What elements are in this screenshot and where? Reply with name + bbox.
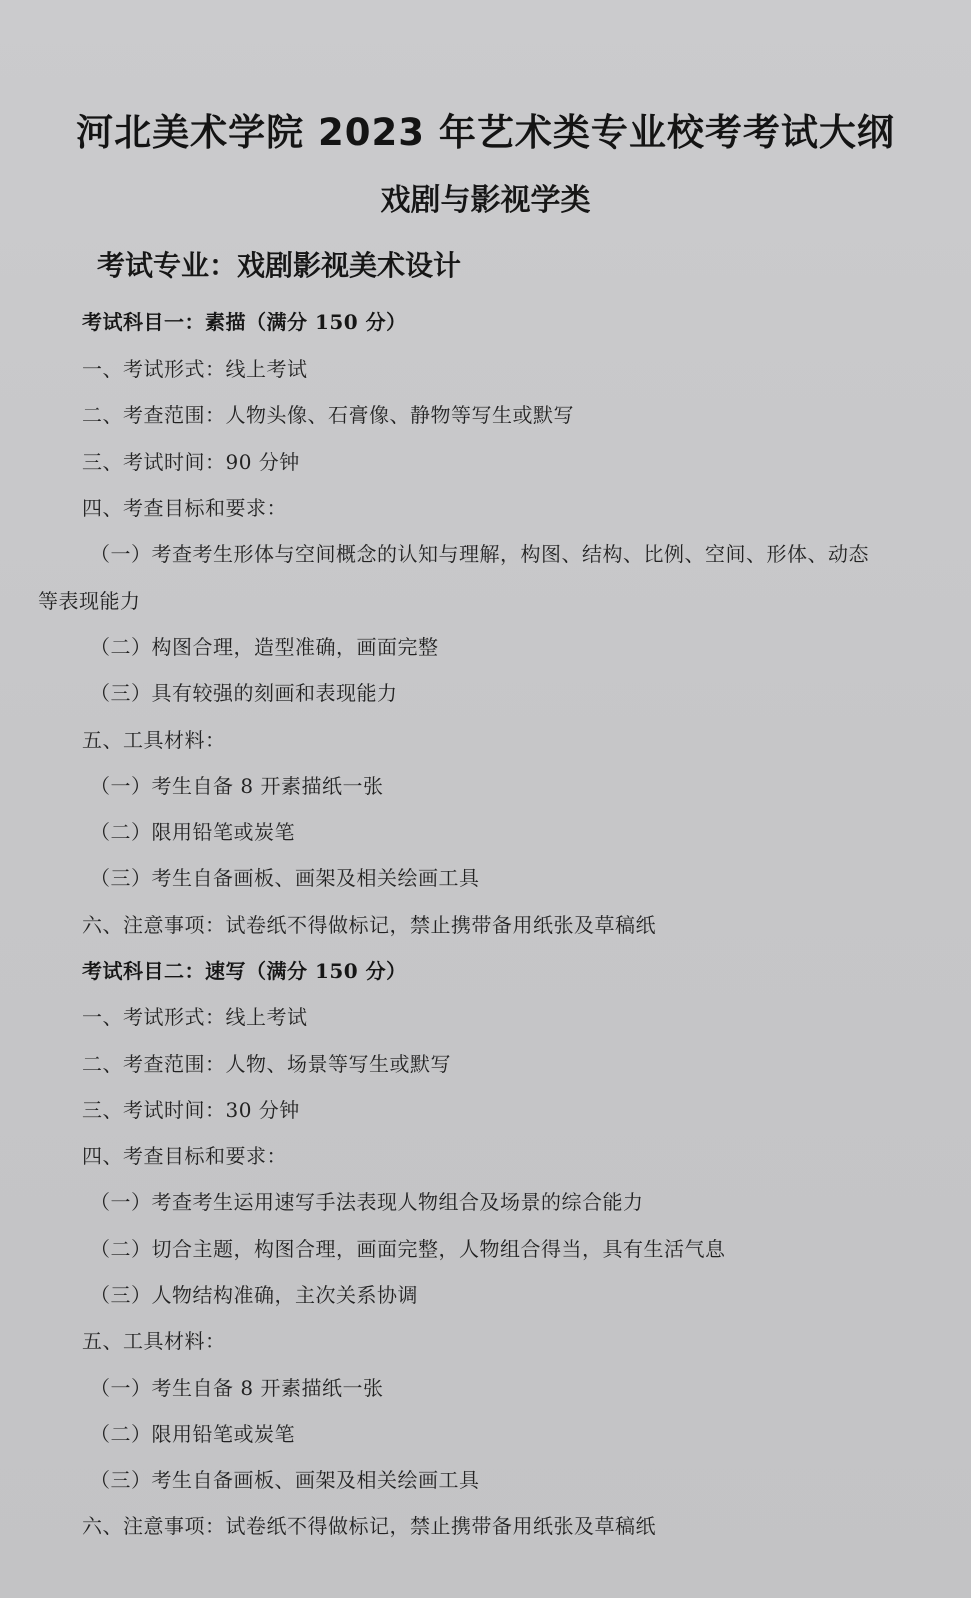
subject1-scope: 二、考查范围：人物头像、石膏像、静物等写生或默写 xyxy=(82,403,574,427)
subject1-tools-heading: 五、工具材料： xyxy=(82,728,226,752)
subject2-form: 一、考试形式：线上考试 xyxy=(82,1005,308,1029)
subject1-goal1-line2: 等表现能力 xyxy=(38,589,141,613)
subject1-notes: 六、注意事项：试卷纸不得做标记，禁止携带备用纸张及草稿纸 xyxy=(82,913,656,937)
subject1-goal3: （三）具有较强的刻画和表现能力 xyxy=(90,681,398,705)
subject2-tool3: （三）考生自备画板、画架及相关绘画工具 xyxy=(90,1468,480,1492)
document-subtitle: 戏剧与影视学类 xyxy=(380,183,591,218)
subject1-tool2: （二）限用铅笔或炭笔 xyxy=(90,820,295,844)
subject1-heading: 考试科目一：素描（满分 150 分） xyxy=(82,310,407,334)
subject1-tool3: （三）考生自备画板、画架及相关绘画工具 xyxy=(90,866,480,890)
subject2-tool2: （二）限用铅笔或炭笔 xyxy=(90,1422,295,1446)
subject2-notes: 六、注意事项：试卷纸不得做标记，禁止携带备用纸张及草稿纸 xyxy=(82,1514,656,1538)
subject1-tool1: （一）考生自备 8 开素描纸一张 xyxy=(90,774,384,798)
subject2-goal1: （一）考查考生运用速写手法表现人物组合及场景的综合能力 xyxy=(90,1190,644,1214)
exam-major: 考试专业：戏剧影视美术设计 xyxy=(97,249,462,282)
subject2-goal2: （二）切合主题，构图合理，画面完整，人物组合得当，具有生活气息 xyxy=(90,1237,726,1261)
subject1-form: 一、考试形式：线上考试 xyxy=(82,357,308,381)
subject1-goal2: （二）构图合理，造型准确，画面完整 xyxy=(90,635,439,659)
subject2-heading: 考试科目二：速写（满分 150 分） xyxy=(82,959,407,983)
subject1-goals-heading: 四、考查目标和要求： xyxy=(82,496,287,520)
subject2-tools-heading: 五、工具材料： xyxy=(82,1329,226,1353)
subject2-scope: 二、考查范围：人物、场景等写生或默写 xyxy=(82,1052,451,1076)
document-title: 河北美术学院 2023 年艺术类专业校考考试大纲 xyxy=(76,111,895,154)
subject2-goal3: （三）人物结构准确，主次关系协调 xyxy=(90,1283,418,1307)
subject1-goal1-line1: （一）考查考生形体与空间概念的认知与理解，构图、结构、比例、空间、形体、动态 xyxy=(90,542,869,566)
subject2-goals-heading: 四、考查目标和要求： xyxy=(82,1144,287,1168)
subject2-tool1: （一）考生自备 8 开素描纸一张 xyxy=(90,1376,384,1400)
subject1-time: 三、考试时间：90 分钟 xyxy=(82,450,300,474)
subject2-time: 三、考试时间：30 分钟 xyxy=(82,1098,300,1122)
